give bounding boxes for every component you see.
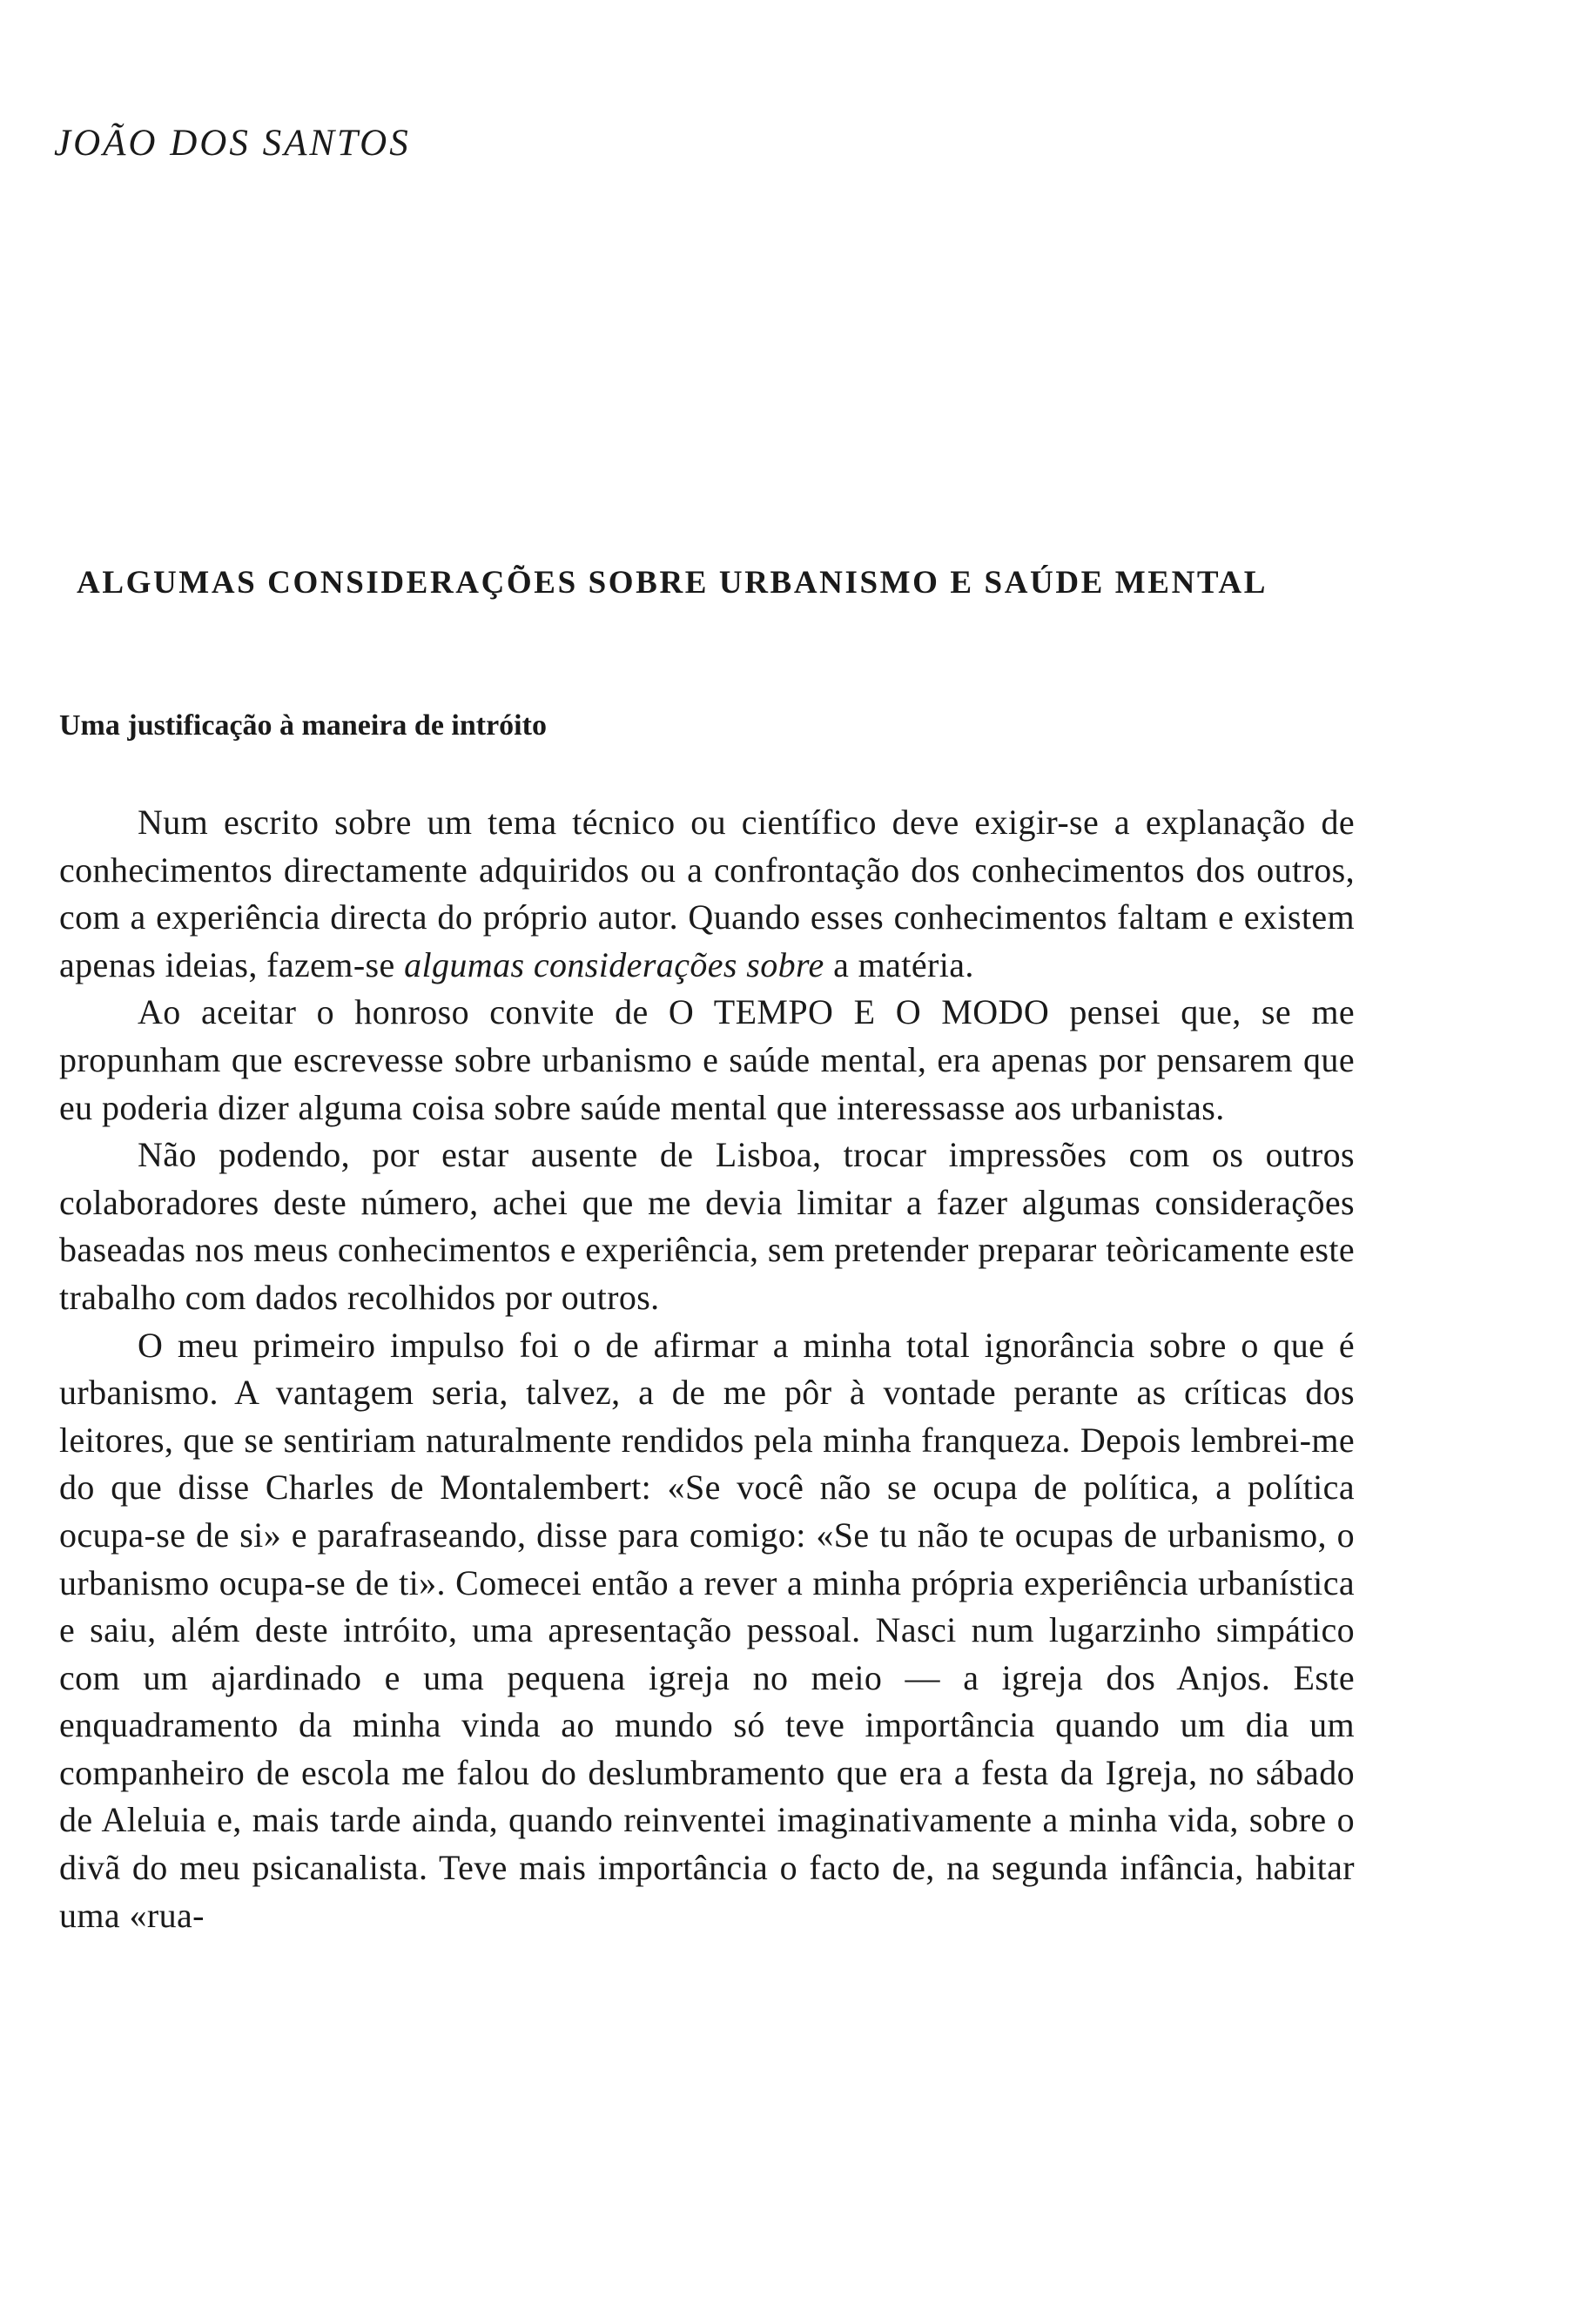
paragraph-4: O meu primeiro impulso foi o de afirmar a minha total ignorância sobre o que é urbanismo. A vantagem seria, talvez, a de me pôr à vontade perante as críticas dos leitores, que se sentiriam naturalmente rendidos pela minha franqueza. Depois lembrei-me do que disse Charles de Montalembert: «Se você não se ocupa de política, a política ocupa-se de si» e parafraseando, disse para comigo: «Se tu não te ocupas de urbanismo, o urbanismo ocupa-se de ti». Comecei então a rever a minha própria experiência urbanística e saiu, além deste intróito, uma apresentação pessoal. Nasci num lugarzinho simpático com um ajardinado e uma pequena igreja no meio — a igreja dos Anjos. Este enquadramento da minha vinda ao mundo só teve importância quando um dia um companheiro de escola me falou do deslumbramento que era a festa da Igreja, no sábado de Aleluia e, mais tarde ainda, quando reinventei imaginativamente a minha vida, sobre o divã do meu psicanalista. Teve mais importância o facto de, na segunda infância, habitar uma «rua-	[59, 1325, 1355, 1935]
article-subtitle: Uma justificação à maneira de intróito	[59, 709, 547, 742]
paragraph-1-ending: a matéria.	[824, 944, 974, 984]
article-title: ALGUMAS CONSIDERAÇÕES SOBRE URBANISMO E SAÚDE MENTAL	[77, 565, 1268, 601]
paragraph-3: Não podendo, por estar ausente de Lisboa, trocar impressões com os outros colaboradores deste número, achei que me devia limitar a fazer algumas considerações baseadas nos meus conhecimentos e experiência, sem pretender preparar teòricamente este trabalho com dados recolhidos por outros.	[59, 1135, 1355, 1317]
paragraph-1-text: Num escrito sobre um tema técnico ou científico deve exigir-se a explanação de conhecimentos directamente adquiridos ou a confrontação dos conhecimentos dos outros, com a experiência directa do próprio autor. Quando esses conhecimentos faltam e existem apenas ideias, fazem-se	[59, 803, 1355, 984]
paragraph-1	[59, 799, 1355, 989]
paragraph-2: Ao aceitar o honroso convite de O TEMPO E O MODO pensei que, se me propunham que escrevesse sobre urbanismo e saúde mental, era apenas por pensarem que eu poderia dizer alguma coisa sobre saúde mental que interessasse aos urbanistas.	[59, 992, 1355, 1127]
article-body	[59, 799, 1355, 1939]
author-name: JOÃO DOS SANTOS	[54, 123, 411, 164]
paragraph-1-emphasis: algumas considerações sobre	[404, 944, 824, 984]
